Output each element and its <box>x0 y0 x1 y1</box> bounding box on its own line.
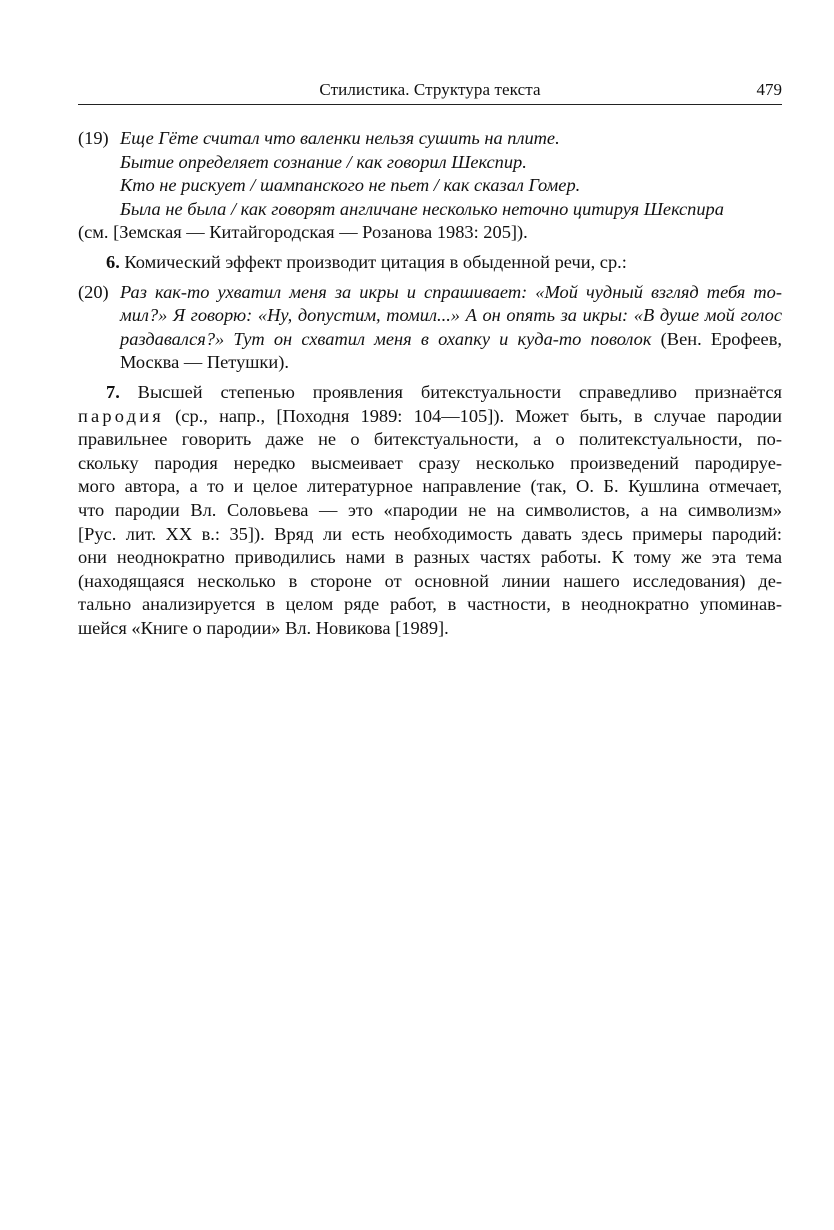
paragraph-line: что пародии Вл. Соловьева — это «пародии не на символистов, а на символизм» <box>78 499 782 520</box>
example-line: Была не была / как говорят англичане несколько неточно цитируя Шекспира <box>120 198 724 219</box>
paragraph-6 <box>78 251 782 275</box>
paragraph-number: 7. <box>106 381 120 402</box>
example-20 <box>78 281 782 375</box>
page-body <box>78 127 782 640</box>
paragraph-line: пародия (ср., напр., [Походня 1989: 104—105]). Может быть, в случае пародии <box>78 405 782 426</box>
example-source: (см. [Земская — Китайгородская — Розанова 1983: 205]). <box>78 222 528 243</box>
paragraph-line: мого автора, а то и целое литературное направление (так, О. Б. Кушлина отмечает, <box>78 476 782 497</box>
running-title: Стилистика. Структура текста <box>319 80 541 99</box>
quote-source: (Вен. Ерофеев, <box>651 328 783 349</box>
paragraph-line: (находящаяся несколько в стороне от основной линии нашего исследования) де- <box>78 570 782 591</box>
paragraph-line: шейся «Книге о пародии» Вл. Новикова [1989]. <box>78 617 449 638</box>
example-line: Раз как-то ухватил меня за икры и спрашивает: «Мой чудный взгляд тебя то- <box>120 281 782 302</box>
example-line: Бытие определяет сознание / как говорил Шекспир. <box>120 151 527 172</box>
header-rule <box>78 104 782 105</box>
example-19 <box>78 127 782 221</box>
paragraph-line: [Рус. лит. XX в.: 35]). Вряд ли есть необходимость давать здесь примеры пародий: <box>78 523 782 544</box>
running-header <box>78 80 782 104</box>
paragraph-line: тально анализируется в целом ряде работ, в частности, в неоднократно упоминав- <box>78 594 782 615</box>
paragraph-line: скольку пародия нередко высмеивает сразу несколько произведений пародируе- <box>78 452 782 473</box>
paragraph-text: Комический эффект производит цитация в обыденной речи, ср.: <box>124 251 627 272</box>
example-number: (20) <box>78 281 109 302</box>
example-line <box>120 328 782 352</box>
example-line: Кто не рискует / шампанского не пьет / как сказал Гомер. <box>120 175 581 196</box>
quote-text: раздавался?» Тут он схватил меня в охапку и куда-то поволок <box>120 328 652 349</box>
page-number: 479 <box>756 80 782 99</box>
example-line: Москва — Петушки). <box>120 352 289 373</box>
example-number: (19) <box>78 128 109 148</box>
paragraph-line: правильнее говорить даже не о битекстуальности, а о политекстуальности, по- <box>78 429 782 450</box>
paragraph-7 <box>78 381 782 641</box>
paragraph-line: они неоднократно приводились нами в разных частях работы. К тому же эта тема <box>78 547 782 568</box>
example-line: Еще Гёте считал что валенки нельзя сушить на плите. <box>120 128 560 148</box>
example-line: мил?» Я говорю: «Ну, допустим, томил...» А он опять за икры: «В душе мой голос <box>120 305 782 326</box>
paragraph-line: 7. Высшей степенью проявления битекстуальности справедливо признаётся <box>106 381 782 402</box>
paragraph-number: 6. <box>106 251 120 272</box>
emphasized-term: пародия <box>78 405 164 426</box>
